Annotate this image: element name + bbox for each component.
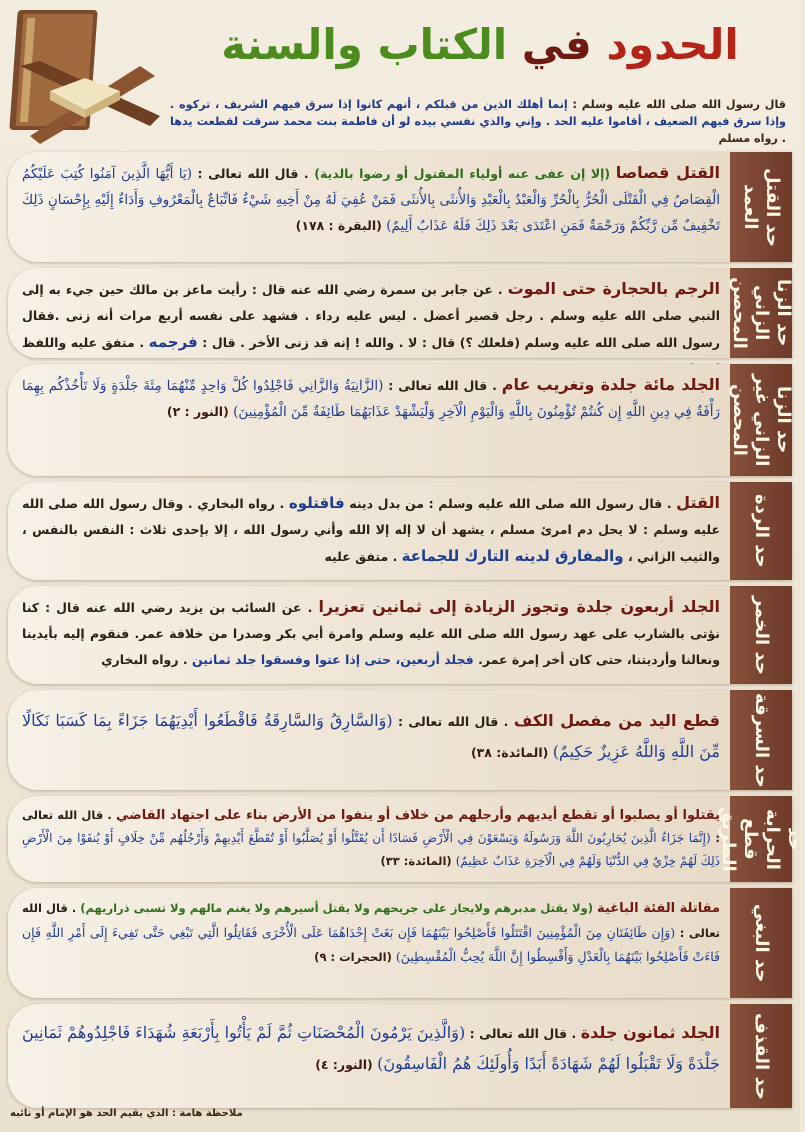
section-heading: الرجم بالحجارة حتى الموت <box>507 279 721 298</box>
section-zina-ghair-muhsan <box>8 364 792 476</box>
section-intro: . قال الله تعالى : <box>392 714 514 729</box>
section-reference: (البقرة : ١٧٨) <box>295 218 387 233</box>
section-heading: يقتلوا أو يصلبوا أو تقطع أيديهم وأرجلهم من خلاف أو ينفوا من الأرض بناء على اجتهاد القاضي <box>116 808 721 823</box>
intro-source: . رواه مسلم <box>718 132 786 145</box>
footer-note: ملاحظة هامة : الذي يقيم الحد هو الإمام أو نائبه <box>10 1108 243 1119</box>
section-reference: (النور : ٢) <box>166 404 234 419</box>
intro-quote: إنما أهلك الذين من قبلكم ، أنهم كانوا إذا سرق فيهم الشريف ، تركوه . وإذا سرق فيهم الضعيف ، أقاموا عليه الحد . وإني والذي نفسي بيده لو أن فاطمة بنت محمد سرقت لقطعت يدها <box>170 98 786 128</box>
section-reference: (الحجرات : ٩) <box>314 950 396 964</box>
section-reference: (المائدة: ٣٨) <box>470 745 553 760</box>
section-text: . عن جابر بن سمرة رضي الله عنه قال : رأيت ماعز بن مالك حين جيء به إلى النبي صلى الله عليه وسلم . رجل قصير أعضل . ليس عليه رداء . فشهد على نفسه أربع مرات أنه زنى .فقال رسول الله صلى الله عليه وسلم (فلعلك ؟) قال : لا . والله ! إنه قد زنى الأخر . قال : <box>22 282 720 350</box>
section-condition: (إلا إن عفى عنه أولياء المقتول أو رضوا بالدية) <box>308 166 616 181</box>
section-label: حد الردة <box>730 482 792 580</box>
section-qatl-amd <box>8 152 792 262</box>
section-intro: . قال الله تعالى : <box>22 901 721 940</box>
section-heading: القتل <box>676 493 720 512</box>
section-ayah: (وَالسَّارِقُ وَالسَّارِقَةُ فَاقْطَعُوا أَيْدِيَهُمَا جَزَاءً بِمَا كَسَبَا نَكَالًا مِّنَ اللَّهِ وَاللَّهُ عَزِيزٌ حَكِيمٌ) <box>22 711 720 761</box>
section-heading: القتل قصاصا <box>615 163 720 182</box>
section-heading: الجلد ثمانون جلدة <box>580 1023 721 1042</box>
section-content <box>22 276 720 352</box>
section-content <box>22 804 720 876</box>
section-text: . عن السائب بن يزيد رضي الله عنه قال : كنا نؤتى بالشارب على عهد رسول الله صلى الله عليه وسلم وامرة أبي بكر وصدرا من خلافة عمر. فنقوم إليه بأيدينا ونعالنا وأرديتنا، حتى كان أخر إمرة عمر. <box>22 600 720 667</box>
section-intro: . قال الله تعالى : <box>192 166 309 181</box>
section-ayah: (الزَّانِيَةُ وَالزَّانِي فَاجْلِدُوا كُلَّ وَاحِدٍ مِّنْهُمَا مِئَةَ جَلْدَةٍ وَلَا تَأْخُذْكُم بِهِمَا رَأْفَةٌ فِي دِينِ اللَّهِ إِن كُنتُمْ تُؤْمِنُونَ بِاللَّهِ وَالْيَوْمِ الْآخِرِ وَلْيَشْهَدْ عَذَابَهُمَا طَائِفَةٌ مِّنَ الْمُؤْمِنِينَ) <box>22 378 720 420</box>
section-highlight-2: والمفارق لدينه التارك للجماعة <box>401 547 624 565</box>
section-intro: . قال الله تعالى : <box>465 1026 581 1041</box>
intro-hadith <box>170 96 786 148</box>
section-content <box>22 160 720 256</box>
title-word-2: في <box>521 20 592 69</box>
section-ayah: (يَا أَيُّهَا الَّذِينَ آمَنُوا كُتِبَ عَلَيْكُمُ الْقِصَاصُ فِي الْقَتْلَى الْحُرُّ بِالْحُرِّ وَالْعَبْدُ بِالْعَبْدِ وَالأُنثَى بِالأُنثَى فَمَنْ عُفِيَ لَهُ مِنْ أَخِيهِ شَيْءٌ فَاتِّبَاعٌ بِالْمَعْرُوفِ وَأَدَاءٌ إِلَيْهِ بِإِحْسَانٍ ذَلِكَ تَخْفِيفٌ مِّن رَّبِّكُمْ وَرَحْمَةٌ فَمَنِ اعْتَدَى بَعْدَ ذَلِكَ فَلَهُ عَذَابٌ أَلِيمٌ) <box>22 166 720 234</box>
section-condition: (ولا يقتل مدبرهم ولايجاز على جريحهم ولا يقتل أسيرهم ولا يغنم مالهم ولا تسبى ذراريهم) <box>76 901 598 915</box>
section-content <box>22 594 720 678</box>
section-source: . متفق عليه <box>324 549 402 564</box>
section-hiraba <box>8 796 805 882</box>
section-label: حد البغي <box>730 888 792 998</box>
section-label: حد القتل العمد <box>730 152 792 262</box>
section-heading: الجلد أربعون جلدة وتجوز الزيادة إلى ثمانين تعزيرا <box>318 597 720 616</box>
page-title <box>170 8 790 82</box>
section-intro: . قال الله تعالى : <box>22 808 720 845</box>
section-highlight: فرجمه <box>148 333 198 351</box>
section-khamr <box>8 586 792 684</box>
section-source: . متفق عليه واللفظ <box>22 335 145 350</box>
section-reference: (المائدة: ٣٣) <box>380 854 456 868</box>
section-ayah: (إِنَّمَا جَزَاءُ الَّذِينَ يُحَارِبُونَ اللَّهَ وَرَسُولَهُ وَيَسْعَوْنَ فِي الْأَرْضِ فَسَادًا أَن يُقَتَّلُوا أَوْ يُصَلَّبُوا أَوْ تُقَطَّعَ أَيْدِيهِمْ وَأَرْجُلُهُم مِّنْ خِلَافٍ أَوْ يُنفَوْا مِنَ الْأَرْضِ ذَلِكَ لَهُمْ خِزْيٌ فِي الدُّنْيَا وَلَهُمْ فِي الْآخِرَةِ عَذَابٌ عَظِيمٌ) <box>22 831 720 868</box>
section-baghy <box>8 888 792 998</box>
section-highlight: فاقتلوه <box>288 494 345 512</box>
intro-lead: قال رسول الله صلى الله عليه وسلم : <box>567 98 786 111</box>
section-qadhf <box>8 1004 792 1108</box>
section-reference: (النور: ٤) <box>315 1057 378 1072</box>
section-heading: قطع اليد من مفصل الكف <box>513 711 721 730</box>
section-intro: . قال الله تعالى : <box>383 378 502 393</box>
section-text: . قال رسول الله صلى الله عليه وسلم : من بدل دينه <box>344 496 677 511</box>
section-source: . رواه البخاري <box>101 652 192 667</box>
quran-book-icon <box>10 6 160 151</box>
section-content <box>22 896 720 992</box>
section-heading: مقاتلة الفئة الباغية <box>597 901 720 916</box>
section-ridda <box>8 482 792 580</box>
section-content <box>22 490 720 574</box>
section-label: حد القذف <box>730 1004 792 1108</box>
section-label: حد السرقة <box>730 690 792 790</box>
section-content <box>22 706 720 784</box>
title-word-1: الحدود <box>606 20 739 69</box>
title-word-3: الكتاب والسنة <box>221 20 508 69</box>
section-ayah: (وَإِن طَائِفَتَانِ مِنَ الْمُؤْمِنِينَ اقْتَتَلُوا فَأَصْلِحُوا بَيْنَهُمَا فَإِن بَغَتْ إِحْدَاهُمَا عَلَى الْأُخْرَى فَقَاتِلُوا الَّتِي تَبْغِي حَتَّى تَفِيءَ إِلَى أَمْرِ اللَّهِ فَإِن فَاءَتْ فَأَصْلِحُوا بَيْنَهُمَا بِالْعَدْلِ وَأَقْسِطُوا إِنَّ اللَّهَ يُحِبُّ الْمُقْسِطِينَ) <box>22 925 720 964</box>
section-heading: الجلد مائة جلدة وتغريب عام <box>501 375 720 394</box>
section-zina-muhsan <box>8 268 792 358</box>
section-content <box>22 372 720 470</box>
section-content <box>22 1018 720 1102</box>
section-highlight: فجلد أربعين، حتى إذا عتوا وفسقوا جلد ثمانين <box>191 652 474 667</box>
section-ayah: (وَالَّذِينَ يَرْمُونَ الْمُحْصَنَاتِ ثُمَّ لَمْ يَأْتُوا بِأَرْبَعَةِ شُهَدَاءَ فَاجْلِدُوهُمْ ثَمَانِينَ جَلْدَةً وَلَا تَقْبَلُوا لَهُمْ شَهَادَةً أَبَدًا وَأُولَئِكَ هُمُ الْفَاسِقُونَ) <box>22 1023 720 1073</box>
section-sariqa <box>8 690 792 790</box>
section-label: حد الحرابة قطع الطريق <box>730 796 792 882</box>
section-label: حد الزنا الزاني المحصن <box>730 268 792 358</box>
section-label: حد الخمر <box>730 586 792 684</box>
section-label: حد الزنا الزاني غير المحصن <box>730 364 792 476</box>
section-text-2: . رواه البخاري . وقال رسول الله صلى الله عليه وسلم : لا يحل دم امرئ مسلم ، يشهد أن لا إله إلا الله وأني رسول الله ، إلا بإحدى ثلاث : النفس بالنفس ، والثيب الزاني ، <box>22 496 720 564</box>
